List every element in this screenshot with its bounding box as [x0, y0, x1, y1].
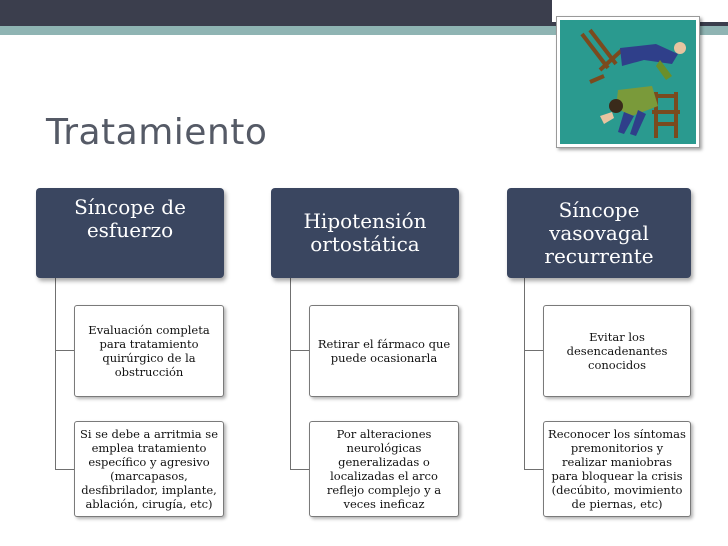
treatment-box: Evitar los desencadenantes conocidos: [543, 305, 691, 397]
tree-branch-col3-2: [524, 469, 543, 470]
slide-title: Tratamiento: [46, 112, 268, 153]
tree-branch-col3-1: [524, 350, 543, 351]
tree-branch-col1-2: [55, 469, 74, 470]
tree-branch-col2-2: [290, 469, 309, 470]
treatment-box: Evaluación completa para tratamiento quirúrgico de la obstrucción: [74, 305, 224, 397]
treatment-box: Retirar el fármaco que puede ocasionarla: [309, 305, 459, 397]
tree-line-col3: [524, 278, 525, 469]
treatment-box: Si se debe a arritmia se emplea tratamiento específico y agresivo (marcapasos, desfibrilador, implante, ablación, cirugía, etc): [74, 421, 224, 517]
tree-branch-col2-1: [290, 350, 309, 351]
column-header-sincope-esfuerzo: Síncope de esfuerzo: [36, 188, 224, 278]
column-header-sincope-vasovagal: Síncope vasovagal recurrente: [507, 188, 691, 278]
tree-line-col1: [55, 278, 56, 469]
column-header-hipotension-ortostatica: Hipotensión ortostática: [271, 188, 459, 278]
tree-line-col2: [290, 278, 291, 469]
treatment-box: Reconocer los síntomas premonitorios y realizar maniobras para bloquear la crisis (decúbito, movimiento de piernas, etc): [543, 421, 691, 517]
fainting-person-illustration-icon: [560, 20, 696, 144]
tree-branch-col1-1: [55, 350, 74, 351]
treatment-box: Por alteraciones neurológicas generalizadas o localizadas el arco reflejo complejo y a veces ineficaz: [309, 421, 459, 517]
fainting-illustration: [556, 16, 700, 148]
